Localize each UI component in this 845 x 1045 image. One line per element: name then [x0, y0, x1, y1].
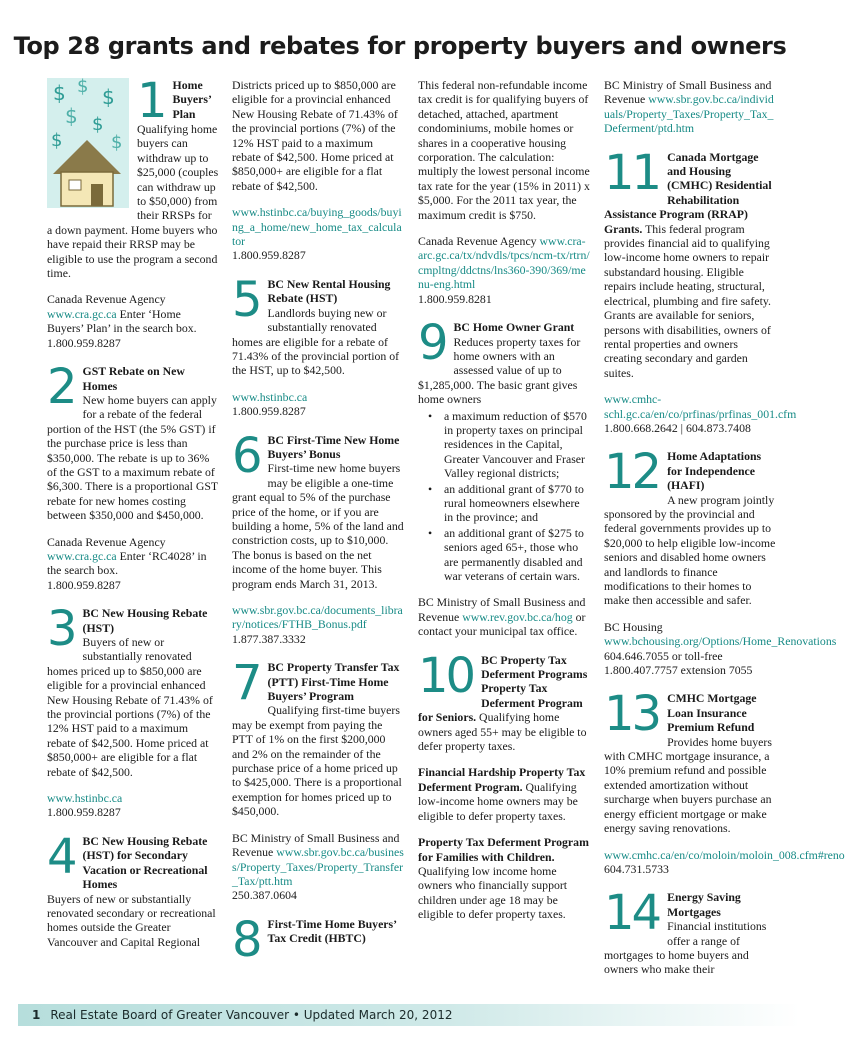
column-2: [232, 78, 404, 975]
item-5: [232, 271, 404, 419]
item-link[interactable]: www.sbr.gov.bc.ca/business/Property_Taxes/Property_Transfer_Tax/ptt.htm: [232, 845, 404, 888]
item-contact: [604, 392, 797, 435]
item-2: [47, 359, 219, 592]
item-contact: BC Ministry of Small Business and Revenue www.rev.gov.bc.ca/hog or contact your municipal tax office.: [418, 595, 586, 639]
item-contact: Canada Revenue Agency www.cra-arc.gc.ca/tx/ndvdls/tpcs/ncm-tx/rtrn/cmpltng/ddctns/lns360-390/369/menu-eng.html 1.800.959.8281: [418, 234, 590, 306]
item-3: [47, 601, 219, 820]
item-body: Landlords buying new or substantially renovated homes are eligible for a rebate of 71.43% of the provincial portion of the HST, up to $42,500.: [232, 305, 400, 378]
item-heading: BC First-Time New Home Buyers’ Bonus: [267, 432, 400, 461]
item-heading: Home Adaptations for Independence (HAFI): [667, 449, 762, 493]
column-3: [418, 78, 590, 936]
item-10: [418, 647, 590, 922]
svg-text:$: $: [77, 76, 89, 97]
item-number: 7: [232, 655, 260, 712]
item-phone: 1.800.959.8287: [232, 404, 306, 419]
page-title: Top 28 grants and rebates for property buyers and owners: [13, 32, 787, 60]
item-number: 11: [604, 144, 660, 201]
svg-text:$: $: [102, 85, 115, 109]
page-footer: [18, 1004, 800, 1026]
item-heading: BC Property Transfer Tax (PTT) First-Time Home Buyers’ Program: [267, 660, 400, 704]
item-contact: Canada Revenue Agency www.cra.gc.ca Enter ‘Home Buyers’ Plan’ in the search box. 1.800.959.8287: [47, 292, 219, 350]
item-link[interactable]: www.sbr.gov.bc.ca/documents_library/notices/FTHB_Bonus.pdf: [232, 603, 403, 632]
item-link[interactable]: www.hstinbc.ca: [47, 791, 123, 806]
item-link[interactable]: www.cmhc-schl.gc.ca/en/co/prfinas/prfinas_001.cfm: [604, 392, 797, 421]
item-8-continued: [418, 78, 590, 306]
item-body: Financial institutions offer a range of mortgages to home buyers and owners who make their: [604, 919, 767, 977]
item-8: [232, 911, 404, 968]
item-link[interactable]: www.sbr.gov.bc.ca/individuals/Property_Taxes/Property_Tax_Deferment/ptd.htm: [604, 92, 774, 136]
list-item: • an additional grant of $770 to rural homeowners elsewhere in the province; and: [418, 482, 590, 525]
item-heading-body: Canada Mortgage and Housing (CMHC) Residential Rehabilitation Assistance Program (RRAP) Grants. This federal program provides financial aid to qualifying low-income home owners to repair substandard housing. Eligible repairs include heating, structural, electrical, plumbing and fire safety. Grants are available for seniors, persons with disabilities, owners of rental properties and owners creating secondary and garden suites.: [604, 149, 772, 380]
item-body: Districts priced up to $850,000 are eligible for a provincial enhanced New Housing Rebate of 71.43% of the provincial portions (7%) of the 12% HST paid to a maximum rebate of $42,500. Home priced at $850,000+ are eligible for a flat rebate of $42,500.: [232, 78, 398, 193]
item-number: 2: [47, 359, 75, 416]
item-body: Reduces property taxes for home owners with an assessed value of up to $1,285,000. The basic grant gives home owners: [418, 334, 581, 407]
item-number: 14: [604, 885, 660, 942]
item-number: 9: [418, 315, 446, 372]
item-14: [604, 885, 776, 977]
item-subsection: Property Tax Deferment Program for Families with Children. Qualifying low income home owners who financially support children under age 18 may be eligible to defer property taxes.: [418, 835, 589, 922]
item-11: [604, 144, 797, 436]
svg-text:$: $: [51, 130, 63, 151]
svg-text:$: $: [65, 104, 78, 128]
item-1: [47, 73, 219, 350]
item-link[interactable]: www.hstinbc.ca: [232, 389, 308, 404]
item-heading: BC New Housing Rebate (HST): [82, 606, 208, 635]
item-phone: 1.800.959.8287: [232, 248, 306, 263]
item-heading: BC Home Owner Grant: [453, 320, 575, 335]
item-heading: CMHC Mortgage Loan Insurance Premium Refund: [667, 691, 757, 735]
item-body: First-time new home buyers may be eligible a one-time grant equal to 5% of the purchase price of the home, or if you are building a home, 5% of the land and constriction costs, up to $10,000. The bonus is based on the net income of the home buyer. This program ends March 31, 2013.: [232, 461, 404, 591]
item-contact: BC Ministry of Small Business and Revenue www.sbr.gov.bc.ca/individuals/Property_Taxes/Property_Tax_Deferment/ptd.htm: [604, 78, 774, 136]
item-contact: BC Ministry of Small Business and Revenue www.sbr.gov.bc.ca/business/Property_Taxes/Property_Transfer_Tax/ptt.htm 250.387.0604: [232, 830, 404, 903]
item-heading: GST Rebate on New Homes: [82, 364, 185, 393]
item-number: 6: [232, 427, 260, 484]
item-contact: [232, 603, 404, 646]
item-phone: 1.800.959.8281: [418, 291, 492, 306]
item-13: [604, 686, 845, 876]
item-4: [47, 828, 219, 949]
item-contact: [232, 390, 404, 419]
item-subsection: Property Tax Deferment Program for Seniors. Qualifying home owners aged 55+ may be eligible to defer property taxes.: [418, 681, 587, 754]
svg-text:$: $: [111, 132, 123, 153]
item-link[interactable]: www.cra.gc.ca: [47, 306, 117, 321]
item-body: Provides home buyers with CMHC mortgage insurance, a 10% premium refund and possible extended amortization without surcharge when buyers purchase an energy efficient mortgage or make energy saving renovations.: [604, 734, 772, 836]
item-phone: 1.800.959.8287: [47, 805, 121, 820]
item-phone: 1.877.387.3332: [232, 631, 306, 646]
item-10-continued: [604, 78, 776, 136]
item-body: This federal non-refundable income tax credit is for qualifying buyers of detached, attached, apartment condominiums, mobile homes or shares in a cooperative housing corporation. The calculation: multiply the lowest personal income tax rate for the year (15% in 2011) x $5,000. For the 2011 tax year, the maximum credit is $750.: [418, 78, 590, 222]
item-heading: Home Buyers’ Plan: [172, 78, 211, 121]
item-number: 4: [47, 828, 75, 885]
item-body: Buyers of new or substantially renovated homes priced up to $850,000 are eligible for a provincial enhanced New Housing Rebate of 71.43% of the provincial portions (7%) of the 12% HST paid to a maximum rebate of $42,500. Home priced at $850,000+ are eligible for a flat rebate of $42,500.: [47, 635, 213, 779]
item-body: Qualifying first-time buyers may be exempt from paying the PTT of 1% on the first $200,000 and 2% on the remainder of the purchase price of a home priced up to $425,000. There is a proportional exemption for homes priced up to $450,000.: [232, 703, 402, 819]
svg-text:$: $: [53, 81, 66, 105]
house-money-icon: [47, 78, 129, 208]
item-7: [232, 655, 404, 903]
item-heading: First-Time Home Buyers’ Tax Credit (HBTC): [267, 916, 397, 946]
item-body: New home buyers can apply for a rebate of the federal portion of the HST (the 5% GST) if the purchase price is less than $350,000. The rebate is up to 36% of the GST to a maximum rebate of $6,300. There is a proportional GST rebate for new homes costing between $350,000 and $450,000.: [47, 392, 218, 523]
item-number: 13: [604, 686, 660, 743]
item-contact: [47, 791, 219, 820]
column-1: [47, 73, 219, 963]
item-link[interactable]: www.rev.gov.bc.ca/hog: [462, 609, 573, 624]
item-body: A new program jointly sponsored by the provincial and federal governments provides up to $20,000 to help eligible low-income seniors and disabled home owners and landlords to finance modifications to their homes to make then accessible and safer.: [604, 492, 776, 608]
item-phone: 250.387.0604: [232, 888, 297, 903]
item-phone-2: 1.800.407.7757 extension 7055: [604, 663, 753, 678]
item-number: 5: [232, 271, 260, 328]
column-4: [604, 78, 845, 991]
list-item: • an additional grant of $275 to seniors aged 65+, those who are permanently disabled and war veterans of certain wars.: [418, 526, 590, 584]
item-heading: BC New Rental Housing Rebate (HST): [267, 276, 391, 306]
footer-text: Real Estate Board of Greater Vancouver • Updated March 20, 2012: [50, 1008, 453, 1022]
item-number: 3: [47, 601, 75, 658]
list-item: • a maximum reduction of $570 in property taxes on principal residences in the Capital, Greater Vancouver and Fraser Valley regional districts;: [418, 409, 590, 481]
item-link[interactable]: www.cra.gc.ca: [47, 548, 117, 563]
item-subsection: Financial Hardship Property Tax Deferment Program. Qualifying low-income home owners may be eligible to defer property taxes.: [418, 765, 586, 823]
svg-text:$: $: [92, 114, 104, 135]
item-phone: 1.800.959.8287: [47, 577, 121, 592]
item-12: [604, 444, 837, 678]
item-contact: BC Housing www.bchousing.org/Options/Home_Renovations 604.646.7055 or toll-free 1.800.407.7757 extension 7055: [604, 619, 837, 678]
item-heading: BC New Housing Rebate (HST) for Secondary Vacation or Recreational Homes: [82, 833, 208, 892]
item-phone: 604.731.5733: [604, 861, 669, 876]
item-number: 10: [418, 647, 474, 704]
item-4-continued: [232, 78, 404, 263]
item-number: 12: [604, 444, 660, 501]
item-number: 8: [232, 911, 260, 968]
item-link[interactable]: www.hstinbc.ca/buying_goods/buying_a_home/new_home_tax_calculator: [232, 205, 402, 249]
item-phone: 604.646.7055 or toll-free: [604, 648, 723, 663]
item-6: [232, 427, 404, 647]
item-number: 1: [137, 73, 165, 129]
item-body: Qualifying home buyers can withdraw up to $25,000 (couples can withdraw up to $50,000) from their RRSPs for a down payment. Home buyers who have repaid their RRSP may be eligible to use the program a second time.: [47, 122, 219, 281]
item-link[interactable]: www.cmhc.ca/en/co/moloin/moloin_008.cfm#reno: [604, 847, 845, 862]
item-bullet-list: [418, 409, 590, 584]
item-heading: BC Property Tax Deferment Programs: [481, 652, 588, 682]
item-heading: Energy Saving Mortgages: [667, 890, 741, 919]
item-contact: Canada Revenue Agency www.cra.gc.ca Enter ‘RC4028’ in the search box. 1.800.959.8287: [47, 535, 219, 593]
item-9: [418, 315, 590, 639]
item-link[interactable]: www.cra-arc.gc.ca/tx/ndvdls/tpcs/ncm-tx/rtrn/cmpltng/ddctns/lns360-390/369/menu-eng.html: [418, 234, 590, 292]
page-number: 1: [32, 1008, 41, 1022]
item-contact: [604, 847, 845, 877]
item-body: Buyers of new or substantially renovated secondary or recreational homes outside the Greater Vancouver and Capital Regional: [47, 891, 216, 949]
item-link[interactable]: www.bchousing.org/Options/Home_Renovations: [604, 634, 837, 649]
item-phone: 1.800.668.2642 | 604.873.7408: [604, 420, 751, 435]
item-phone: 1.800.959.8287: [47, 335, 121, 350]
item-contact: [232, 205, 404, 263]
